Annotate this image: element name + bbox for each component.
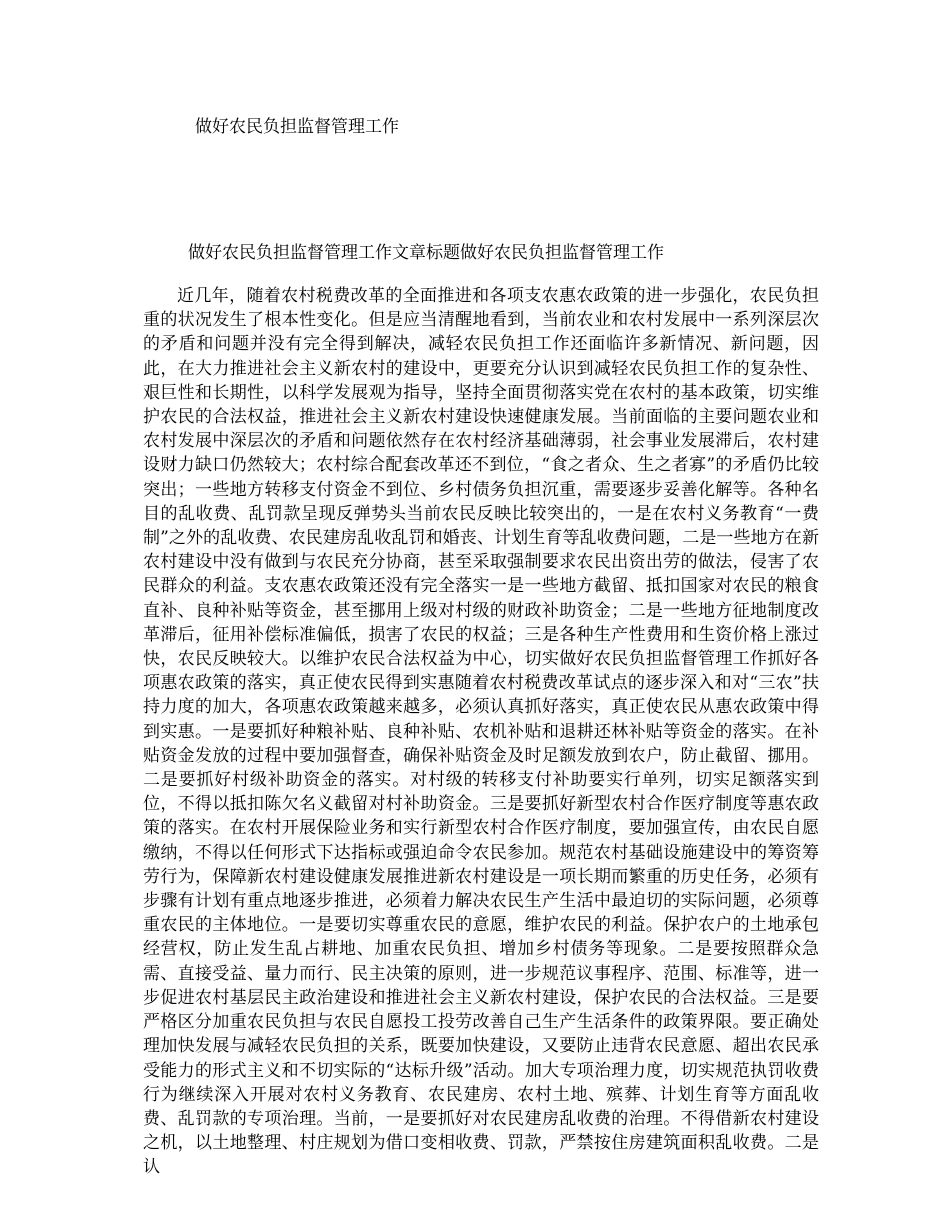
document-title: 做好农民负担监督管理工作	[195, 117, 399, 137]
article-heading: 做好农民负担监督管理工作文章标题做好农民负担监督管理工作	[188, 243, 664, 263]
body-paragraph: 近几年，随着农村税费改革的全面推进和各项支农惠农政策的进一步强化，农民负担重的状况发生了根本性变化。但是应当清醒地看到，当前农业和农村发展中一系列深层次的矛盾和问题并没有完全得到解决，减轻农民负担工作还面临许多新情况、新问题，因此，在大力推进社会主义新农村的建设中，更要充分认识到减轻农民负担工作的复杂性、艰巨性和长期性，以科学发展观为指导，坚持全面贯彻落实党在农村的基本政策，切实维护农民的合法权益，推进社会主义新农村建设快速健康发展。当前面临的主要问题农业和农村发展中深层次的矛盾和问题依然存在农村经济基础薄弱，社会事业发展滞后，农村建设财力缺口仍然较大；农村综合配套改革还不到位，“食之者众、生之者寡”的矛盾仍比较突出；一些地方转移支付资金不到位、乡村债务负担沉重，需要逐步妥善化解等。各种名目的乱收费、乱罚款呈现反弹势头当前农民反映比较突出的，一是在农村义务教育“一费制”之外的乱收费、农民建房乱收乱罚和婚丧、计划生育等乱收费问题，二是一些地方在新农村建设中没有做到与农民充分协商，甚至采取强制要求农民出资出劳的做法，侵害了农民群众的利益。支农惠农政策还没有完全落实一是一些地方截留、抵扣国家对农民的粮食直补、良种补贴等资金，甚至挪用上级对村级的财政补助资金；二是一些地方征地制度改革滞后，征用补偿标准偏低，损害了农民的权益；三是各种生产性费用和生资价格上涨过快，农民反映较大。以维护农民合法权益为中心，切实做好农民负担监督管理工作抓好各项惠农政策的落实，真正使农民得到实惠随着农村税费改革试点的逐步深入和对“三农”扶持力度的加大，各项惠农政策越来越多，必须认真抓好落实，真正使农民从惠农政策中得到实惠。一是要抓好种粮补贴、良种补贴、农机补贴和退耕还林补贴等资金的落实。在补贴资金发放的过程中要加强督查，确保补贴资金及时足额发放到农户，防止截留、挪用。二是要抓好村级补助资金的落实。对村级的转移支付补助要实行单列，切实足额落实到位，不得以抵扣陈欠名义截留对村补助资金。三是要抓好新型农村合作医疗制度等惠农政策的落实。在农村开展保险业务和实行新型农村合作医疗制度，要加强宣传，由农民自愿缴纳，不得以任何形式下达指标或强迫命令农民参加。规范农村基础设施建设中的筹资筹劳行为，保障新农村建设健康发展推进新农村建设是一项长期而繁重的历史任务，必须有步骤有计划有重点地逐步推进，必须着力解决农民生产生活中最迫切的实际问题，必须尊重农民的主体地位。一是要切实尊重农民的意愿，维护农民的利益。保护农户的土地承包经营权，防止发生乱占耕地、加重农民负担、增加乡村债务等现象。二是要按照群众急需、直接受益、量力而行、民主决策的原则，进一步规范议事程序、范围、标准等，进一步促进农村基层民主政治建设和推进社会主义新农村建设，保护农民的合法权益。三是要严格区分加重农民负担与农民自愿投工投劳改善自己生产生活条件的政策界限。要正确处理加快发展与减轻农民负担的关系，既要加快建设，又要防止违背农民意愿、超出农民承受能力的形式主义和不切实际的“达标升级”活动。加大专项治理力度，切实规范执罚收费行为继续深入开展对农村义务教育、农民建房、农村土地、殡葬、计划生育等方面乱收费、乱罚款的专项治理。当前，一是要抓好对农民建房乱收费的治理。不得借新农村建设之机，以土地整理、村庄规划为借口变相收费、罚款，严禁按住房建筑面积乱收费。二是认	[143, 286, 819, 1178]
